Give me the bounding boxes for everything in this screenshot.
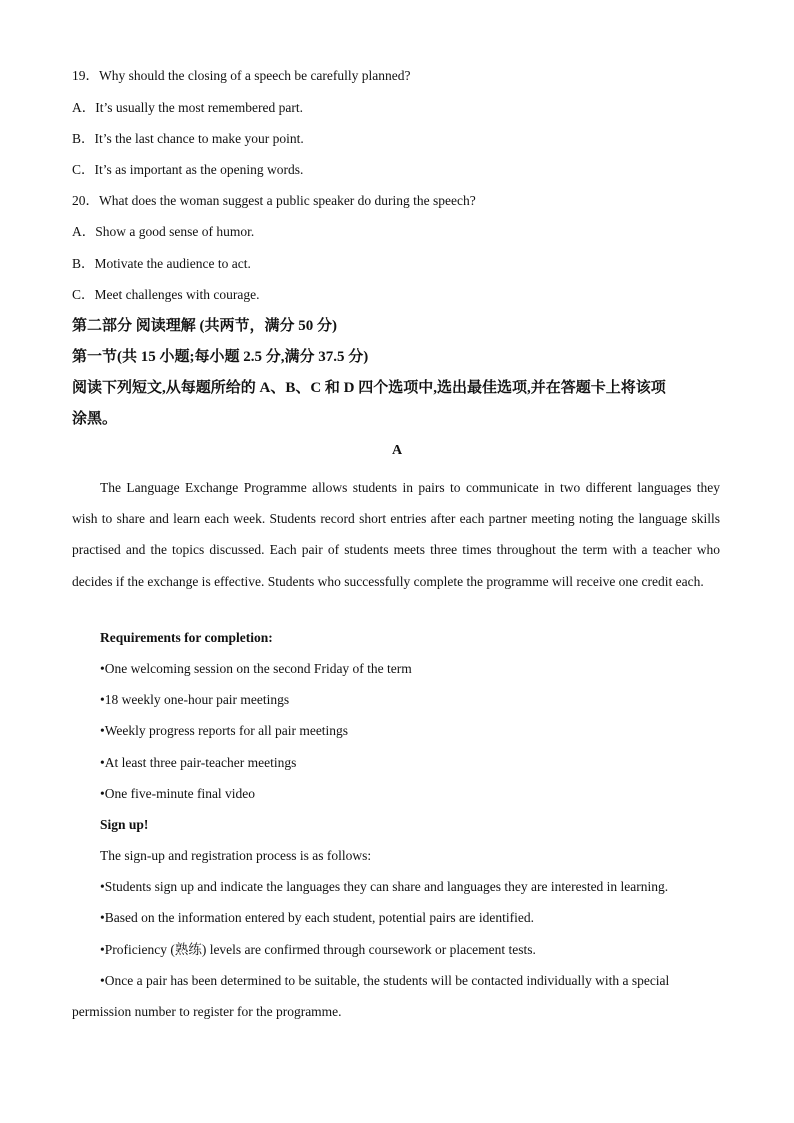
passage-intro: The Language Exchange Programme allows students in pairs to communicate in two different languages they wish to share and learn each week. Students record short entries after each partner meeting noting the language skills practised and the topics discussed. Each pair of students meets three times throughout the term with a teacher who decides if the exchange is effective. Students who successfully complete the programme will receive one credit each. xyxy=(72,480,720,589)
instruction-line-2: 涂黑。 xyxy=(72,411,118,427)
requirement-item: •One five-minute final video xyxy=(100,786,256,801)
question-20-stem: 20．What does the woman suggest a public speaker do during the speech? xyxy=(72,193,476,208)
question-20-option-a: A．Show a good sense of humor. xyxy=(72,224,255,239)
signup-step-continuation: permission number to register for the programme. xyxy=(72,1004,342,1019)
question-19-option-b: B．It’s the last chance to make your point. xyxy=(72,131,304,146)
requirement-item: •Weekly progress reports for all pair meetings xyxy=(100,723,349,738)
requirement-item: •18 weekly one-hour pair meetings xyxy=(100,692,290,707)
question-19-option-a: A．It’s usually the most remembered part. xyxy=(72,100,303,115)
requirement-item: •At least three pair-teacher meetings xyxy=(100,755,297,770)
instruction-line-1: 阅读下列短文,从每题所给的 A、B、C 和 D 四个选项中,选出最佳选项,并在答题卡上将该项 xyxy=(72,380,666,396)
requirements-heading: Requirements for completion: xyxy=(100,630,273,645)
requirement-item: •One welcoming session on the second Friday of the term xyxy=(100,661,412,676)
signup-intro: The sign-up and registration process is as follows: xyxy=(100,848,372,863)
question-19-option-c: C．It’s as important as the opening words. xyxy=(72,162,304,177)
part-title: 第二部分 阅读理解 (共两节，满分 50 分) xyxy=(72,318,337,334)
question-19-stem: 19．Why should the closing of a speech be carefully planned? xyxy=(72,68,411,83)
signup-step: •Proficiency (熟练) levels are confirmed through coursework or placement tests. xyxy=(100,942,536,957)
subsection-title: 第一节(共 15 小题;每小题 2.5 分,满分 37.5 分) xyxy=(72,349,369,365)
question-20-option-c: C．Meet challenges with courage. xyxy=(72,287,260,302)
question-20-option-b: B．Motivate the audience to act. xyxy=(72,256,251,271)
signup-step: •Based on the information entered by each student, potential pairs are identified. xyxy=(100,910,534,925)
signup-step: •Once a pair has been determined to be suitable, the students will be contacted individually with a special xyxy=(100,973,670,988)
passage-label: A xyxy=(391,443,403,458)
signup-step: •Students sign up and indicate the languages they can share and languages they are interested in learning. xyxy=(100,879,669,894)
signup-heading: Sign up! xyxy=(100,817,149,832)
